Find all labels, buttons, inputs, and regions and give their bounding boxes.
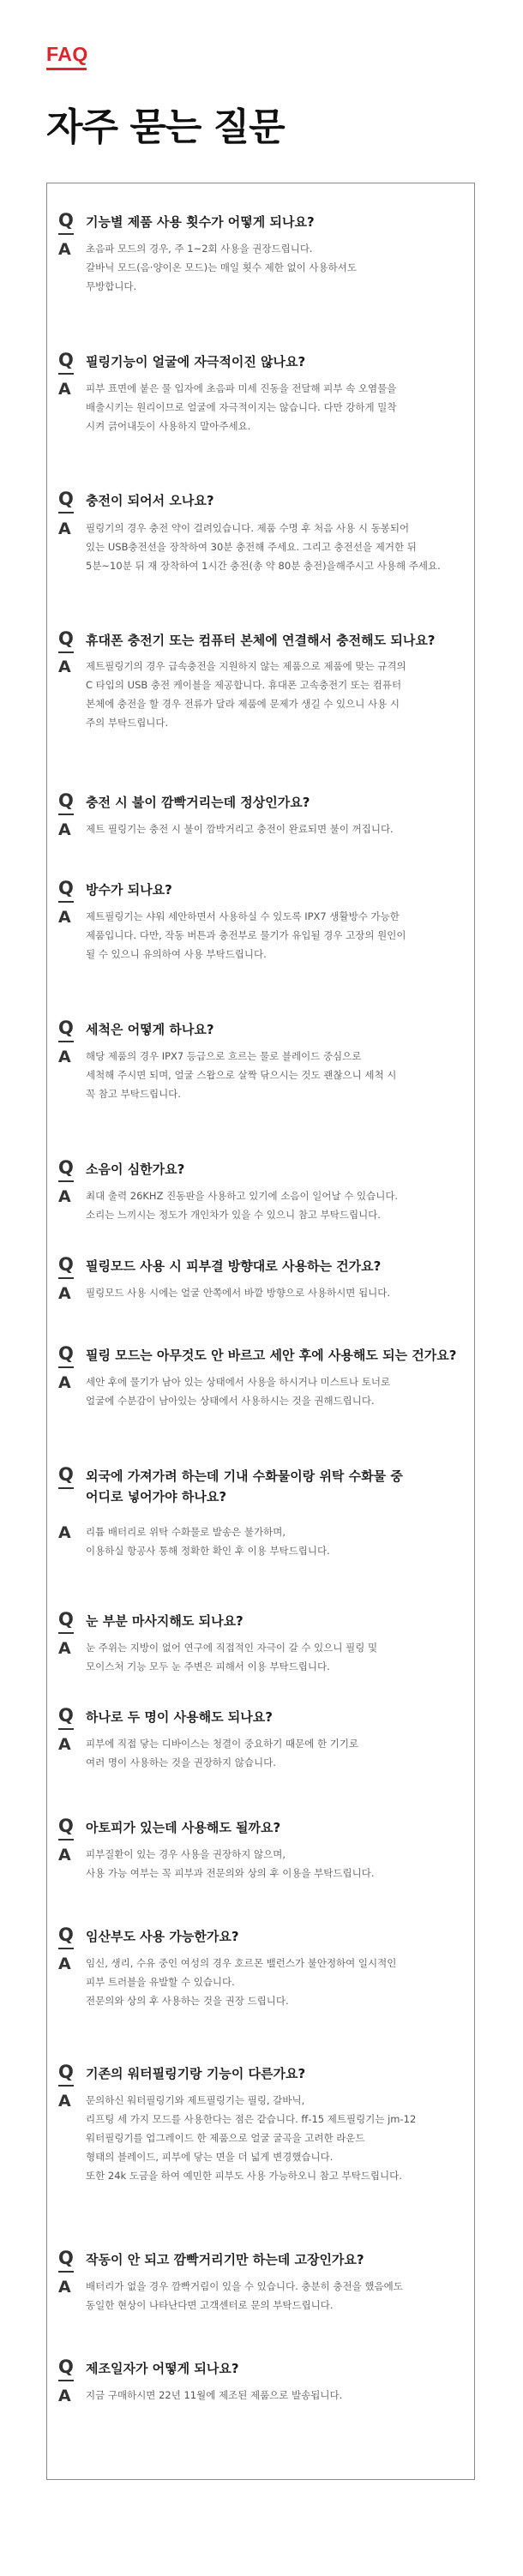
faq-answer: 피부에 직접 닿는 디바이스는 청결이 중요하기 때문에 한 기기로 여러 명이 사용하는 것을 권장하지 않습니다. [86,1738,359,1768]
faq-answer: 지금 구매하시면 22년 11월에 제조된 제품으로 발송됩니다. [86,2389,343,2401]
faq-question: 필링 모드는 아무것도 안 바르고 세안 후에 사용해도 되는 건가요? [86,1348,457,1363]
faq-question: 세척은 어떻게 하나요? [86,1022,214,1037]
question-mark-underline [58,373,74,375]
answer-mark: A [58,1284,71,1303]
question-mark: Q [58,1609,74,1630]
question-mark: Q [58,1705,74,1726]
question-mark-underline [58,2271,74,2273]
faq-question: 소음이 심한가요? [86,1162,185,1177]
question-mark-underline [58,233,74,235]
question-mark-underline [58,1366,74,1368]
question-mark: Q [58,210,74,231]
question-mark-underline [58,1948,74,1949]
question-mark: Q [58,2248,74,2268]
answer-mark: A [58,1187,71,1206]
question-mark-underline [58,2380,74,2381]
faq-answer: 임신, 생리, 수유 중인 여성의 경우 호르몬 밸런스가 불안정하여 일시적인 피부 트러블을 유발할 수 있습니다. 전문의와 상의 후 사용하는 것을 권장 드립니다. [86,1957,397,2007]
question-mark-underline [58,901,74,903]
question-mark-underline [58,1180,74,1182]
faq-question: 충전이 되어서 오나요? [86,493,214,508]
question-mark-underline [58,1839,74,1840]
answer-mark: A [58,820,71,839]
answer-mark: A [58,1523,71,1542]
page-title: 자주 묻는 질문 [46,105,285,149]
answer-mark: A [58,1846,71,1864]
question-mark: Q [58,1018,74,1038]
answer-mark: A [58,1373,71,1392]
question-mark-underline [58,652,74,653]
faq-answer: 초음파 모드의 경우, 주 1~2회 사용을 권장드립니다. 갈바닉 모드(음·양이온 모드)는 매일 횟수 제한 없이 사용하셔도 무방합니다. [86,243,357,292]
question-mark: Q [58,790,74,811]
faq-answer: 필링모드 사용 시에는 얼굴 안쪽에서 바깥 방향으로 사용하시면 됩니다. [86,1287,391,1299]
faq-answer: 눈 주위는 지방이 없어 연구에 직접적인 자극이 갈 수 있으니 필링 및 모이스처 기능 모두 눈 주변은 피해서 이용 부탁드립니다. [86,1642,378,1672]
faq-answer: 제트필링기의 경우 급속충전을 지원하지 않는 제품으로 제품에 맞는 규격의 C 타입의 USB 충전 케이블을 제공합니다. 휴대폰 고속충전기 또는 컴퓨터 본체에 충전을 할 경우 전류가 달라 제품에 문제가 생길 수 있으니 사용 시 주의 부탁드립니다. [86,660,406,729]
question-mark-underline [58,512,74,513]
faq-answer: 리튬 배터리로 위탁 수화물로 발송은 불가하며, 이용하실 항공사 통해 정확한 확인 후 이용 부탁드립니다. [86,1526,330,1557]
faq-answer: 최대 출력 26KHZ 진동판을 사용하고 있기에 소음이 일어날 수 있습니다. 소리는 느끼시는 정도가 개인차가 있을 수 있으니 참고 부탁드립니다. [86,1190,399,1221]
faq-question: 필링기능이 얼굴에 자극적이진 않나요? [86,354,306,369]
question-mark-underline [58,1632,74,1634]
answer-mark: A [58,1048,71,1066]
faq-answer: 제트 필링기는 충전 시 불이 깜박거리고 충전이 완료되면 불이 꺼집니다. [86,823,394,835]
question-mark: Q [58,489,74,509]
faq-question: 방수가 되나요? [86,882,172,898]
answer-mark: A [58,1639,71,1658]
faq-question: 기능별 제품 사용 횟수가 어떻게 되나요? [86,214,315,230]
answer-mark: A [58,1735,71,1754]
answer-mark: A [58,2387,71,2405]
question-mark: Q [58,1816,74,1836]
answer-mark: A [58,240,71,259]
faq-answer: 문의하신 워터필링기와 제트필링기는 필링, 갈바닉, 리프팅 세 가지 모드를 사용한다는 점은 같습니다. ff-15 제트필링기는 jm-12 워터필링기를 업그레이드 한 제품으로 얼굴 굴곡을 고려한 라운드 형태의 블레이드, 피부에 닿는 면을 더 넓게 변경했습니다. 또한 24k 도금을 하여 예민한 피부도 사용 가능하오니 참고 부탁드립니다. [86,2094,417,2182]
faq-question: 필링모드 사용 시 피부결 방향대로 사용하는 건가요? [86,1258,382,1274]
faq-question: 제조일자가 어떻게 되나요? [86,2361,239,2376]
question-mark: Q [58,2062,74,2082]
question-mark: Q [58,350,74,370]
question-mark: Q [58,1924,74,1945]
question-mark-underline [58,1487,74,1489]
faq-answer: 피부질환이 있는 경우 사용을 권장하지 않으며, 사용 가능 여부는 꼭 피부과 전문의와 상의 후 이용을 부탁드립니다. [86,1848,375,1879]
faq-answer: 세안 후에 물기가 남아 있는 상태에서 사용을 하시거나 미스트나 토너로 얼굴에 수분감이 남아있는 상태에서 사용하시는 것을 권해드립니다. [86,1376,391,1407]
question-mark: Q [58,878,74,898]
faq-question: 기존의 워터필링기랑 기능이 다른가요? [86,2066,306,2081]
answer-mark: A [58,519,71,538]
answer-mark: A [58,380,71,399]
faq-answer: 해당 제품의 경우 IPX7 등급으로 흐르는 물로 블레이드 중심으로 세척해 주시면 되며, 얼굴 스왑으로 살짝 닦으시는 것도 괜찮으니 세척 시 꼭 참고 부탁드립니다. [86,1050,397,1100]
faq-answer: 배터리가 없을 경우 깜빡거림이 있을 수 있습니다. 충분히 충전을 했음에도 동일한 현상이 나타난다면 고객센터로 문의 부탁드립니다. [86,2280,403,2311]
faq-label-underline [46,68,87,70]
question-mark-underline [58,814,74,815]
question-mark: Q [58,2357,74,2377]
faq-answer: 피부 표면에 붙은 물 입자에 초음파 미세 진동을 전달해 피부 속 오염물을 배출시키는 원리이므로 얼굴에 자극적이지는 않습니다. 다만 강하게 밀착 시켜 긁어내듯이 사용하지 말아주세요. [86,382,397,432]
faq-question: 외국에 가져가려 하는데 기내 수화물이랑 위탁 수화물 중 어디로 넣어가야 하나요? [86,1468,403,1504]
faq-question: 아토피가 있는데 사용해도 될까요? [86,1820,281,1835]
faq-question: 휴대폰 충전기 또는 컴퓨터 본체에 연결해서 충전해도 되나요? [86,633,436,648]
question-mark-underline [58,2085,74,2087]
faq-question: 임산부도 사용 가능한가요? [86,1929,239,1944]
faq-question: 충전 시 불이 깜빡거리는데 정상인가요? [86,795,310,810]
question-mark: Q [58,1157,74,1178]
question-mark-underline [58,1041,74,1042]
answer-mark: A [58,908,71,927]
answer-mark: A [58,2092,71,2111]
question-mark-underline [58,1277,74,1279]
question-mark-underline [58,1728,74,1730]
answer-mark: A [58,1955,71,1973]
faq-question: 작동이 안 되고 깜빡거리기만 하는데 고장인가요? [86,2252,364,2267]
question-mark: Q [58,1343,74,1364]
question-mark: Q [58,628,74,649]
faq-answer: 필링기의 경우 충전 약이 걸려있습니다. 제품 수명 후 처음 사용 시 동봉되어 있는 USB충전선을 장착하여 30분 충전해 주세요. 그리고 충전선을 제거한 뒤 5분~10분 뒤 재 장착하여 1시간 충전(총 약 80분 충전)을해주시고 사용해 주세요. [86,522,441,572]
faq-question: 눈 부분 마사지해도 되나요? [86,1613,243,1629]
question-mark: Q [58,1254,74,1275]
faq-question: 하나로 두 명이 사용해도 되나요? [86,1709,273,1725]
faq-label: FAQ [46,43,88,65]
answer-mark: A [58,658,71,676]
faq-answer: 제트필링기는 샤워 세안하면서 사용하실 수 있도록 IPX7 생활방수 가능한 제품입니다. 다만, 작동 버튼과 충전부로 물기가 유입될 경우 고장의 원인이 될 수 있으니 유의하여 사용 부탁드립니다. [86,910,406,960]
question-mark: Q [58,1464,74,1485]
answer-mark: A [58,2278,71,2297]
